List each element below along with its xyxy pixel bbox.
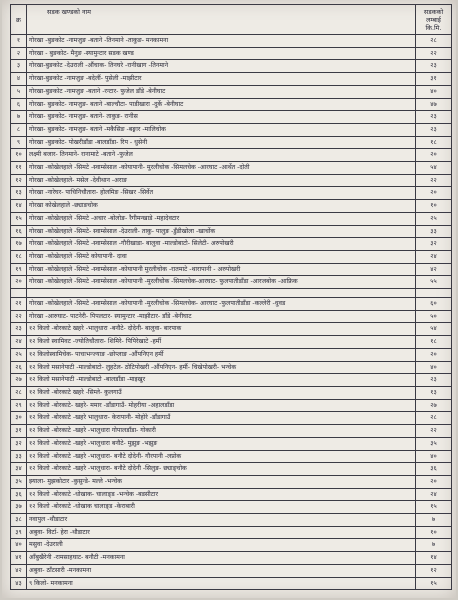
row-route-name: १२ किलो मसानेपाटी -माल्डोबाटो -बालडाँडा -माइखुर: [27, 374, 416, 387]
table-row: [11, 526, 452, 539]
row-route-name: मसुवा -देउराली: [27, 539, 416, 552]
row-length: २८: [416, 35, 452, 48]
table-row: [11, 298, 452, 311]
row-number: ३७: [11, 501, 27, 514]
table-row: [11, 501, 452, 514]
row-number: ६: [11, 98, 27, 111]
row-length: [416, 289, 452, 298]
row-length: १८: [416, 136, 452, 149]
row-number: १: [11, 35, 27, 48]
row-number: ३१: [11, 425, 27, 438]
table-row: [11, 323, 452, 336]
row-length: २२: [416, 47, 452, 60]
row-number: ८: [11, 123, 27, 136]
row-route-name: १२ किलो -बोरकाटे -खहरे भालुधारा- केरापानी- मोहोरे -डाँडागाउँ: [27, 412, 416, 425]
row-route-name: झ्याला- मुझकोटार -कुसुन्डे- मल्ले -भन्चेक: [27, 475, 416, 488]
table-row: [11, 149, 452, 162]
table-row: [11, 276, 452, 289]
row-length: ५४: [416, 323, 452, 336]
row-route-name: १२ किलो -बोरकाटे -धोखाक चालाङ्ड -केराबारी: [27, 501, 416, 514]
row-number: ४: [11, 73, 27, 86]
table-row: [11, 348, 452, 361]
row-number: १५: [11, 212, 27, 225]
table-row: [11, 336, 452, 349]
table-row: [11, 200, 452, 213]
row-length: २२: [416, 174, 452, 187]
table-row: [11, 577, 452, 590]
row-number: ११: [11, 162, 27, 175]
row-length: १०: [416, 526, 452, 539]
row-length: २०: [416, 475, 452, 488]
row-number: १६: [11, 225, 27, 238]
row-number: [11, 289, 27, 298]
row-length: १५: [416, 577, 452, 590]
row-number: ३०: [11, 412, 27, 425]
row-route-name: गोरखा कोखेलहाले -छ्याङचोक: [27, 200, 416, 213]
row-length: ५५: [416, 276, 452, 289]
table-row: [11, 552, 452, 565]
row-length: २४: [416, 488, 452, 501]
row-route-name: गोरखा -आरुघाट- पाटनेरी- पिपलटार- स्यामुन्टार -माझीटार- डाँडे -बेनीघाट: [27, 310, 416, 323]
row-route-name: अबुवा- ठाँटसारी -मनकामना: [27, 564, 416, 577]
row-length: २७: [416, 399, 452, 412]
table-row: [11, 174, 452, 187]
row-number: ३३: [11, 450, 27, 463]
row-route-name: गोरखा -कोखेलहाले -सिमटे -स्वाम्सेसाल -कोयापानी -मुरलीचोक -सिमलचेक-आरघाट- फुलपातीडाँडा -आरजबोक -आफ्रिक: [27, 276, 416, 289]
table-row: [11, 412, 452, 425]
row-length: ३५: [416, 437, 452, 450]
row-length: २०: [416, 348, 452, 361]
row-route-name: १२ किलो -बोरकाटे -खहरे -भालुधारा- बनौटे दोदेनी- गौरपानी -लप्रोक: [27, 450, 416, 463]
row-length: ४२: [416, 263, 452, 276]
table-row: [11, 98, 452, 111]
table-row: [11, 47, 452, 60]
row-number: २७: [11, 374, 27, 387]
row-length: २५: [416, 212, 452, 225]
row-route-name: गोरखा -बुङकोट- पोखरीडाँडा -बालडाँडा- रिप - धुसेनी: [27, 136, 416, 149]
row-number: २६: [11, 361, 27, 374]
row-number: २१: [11, 298, 27, 311]
table-row: [11, 212, 452, 225]
row-number: ३९: [11, 526, 27, 539]
row-length: ४०: [416, 450, 452, 463]
row-number: १३: [11, 187, 27, 200]
header-length: सडकको लम्बाई कि.मि.: [416, 5, 452, 35]
row-route-name: गोरखा- बुङकोट- नामजुङ- बताने- ताकुङ- रानीस: [27, 111, 416, 124]
row-length: ३१: [416, 73, 452, 86]
row-route-name: १२ किलो -बोरकाटे खहरे -भालुधारा -बनौटे- दोदेनी- बालुवा- बारपाक: [27, 323, 416, 336]
table-row: [11, 123, 452, 136]
row-length: १२: [416, 564, 452, 577]
table-row: [11, 238, 452, 251]
table-row: [11, 437, 452, 450]
row-route-name: आँबुखैरेनी -रामसाहघाट- बनौटी -मनकामना: [27, 552, 416, 565]
row-route-name: १२ किलो -बोरकाटे- खहरे- ममार -डाँडागाउँ- मोहरीया -अहालडाँडा: [27, 399, 416, 412]
row-route-name: गोरखा -कोखेलहाले -सिमटे -अचार -बोलोङ- रैगीमन्खाडे -महादेवटार: [27, 212, 416, 225]
row-route-name: गोरखा -कोखेलहाले -सिमटे -स्वाम्सेसाल -कोयापानी- मुरलीचोक -सिमलचेक -आरघाट -आर्थेत -दोती: [27, 162, 416, 175]
row-number: २०: [11, 276, 27, 289]
row-route-name: गोरखा-बुङकोट -नामजुङ -बताने -रन्टार- फुजेल डाँडे -बेनीघाट: [27, 85, 416, 98]
row-number: २५: [11, 348, 27, 361]
row-route-name: गोरखा -कोखेलहाले- मसेल -देवीथान -अराङ: [27, 174, 416, 187]
row-length: २३: [416, 374, 452, 387]
table-row: [11, 289, 452, 298]
row-route-name: १२ किलो -बोरकाटे खहरे -सिम्ले- कुलगाउँ: [27, 386, 416, 399]
row-number: २९: [11, 399, 27, 412]
row-number: १०: [11, 149, 27, 162]
row-route-name: गोरखा -कोखेलहाले -सिमटे -स्वाम्सेसाल -गौरीखाडा- बालुवा -माल्डोबाटो- सिलेटी- अरुपोखरी: [27, 238, 416, 251]
road-segment-table: [10, 4, 452, 590]
row-number: ९: [11, 136, 27, 149]
row-route-name: गोरखा- बुङकोट- नामजुङ- बताने -मकैसिङ -बङ्गार -मालिचोक: [27, 123, 416, 136]
row-length: २४: [416, 250, 452, 263]
row-number: ४३: [11, 577, 27, 590]
table-row: [11, 564, 452, 577]
row-number: ३८: [11, 514, 27, 527]
row-number: ५: [11, 85, 27, 98]
row-route-name: १२ किलो -बोरकाटे -खहरे -भालुधारा गोपालडाँडा- गोकारी: [27, 425, 416, 438]
row-route-name: १२ किलोस्वामिचेक- पाचाभन्ज्याङ -छोप्लाङ -औंपनिएन हर्मी: [27, 348, 416, 361]
table-row: [11, 514, 452, 527]
table-row: [11, 60, 452, 73]
table-row: [11, 73, 452, 86]
row-route-name: नवापुल -थौडाटार: [27, 514, 416, 527]
row-number: २२: [11, 310, 27, 323]
row-length: २०: [416, 187, 452, 200]
row-number: २४: [11, 336, 27, 349]
table-row: [11, 250, 452, 263]
row-length: ३६: [416, 463, 452, 476]
table-body: [11, 35, 452, 590]
row-route-name: १२ किलो -बोरकाटे -खहरे -भालुधारा बनौटे- मुझुङ -भझुङ: [27, 437, 416, 450]
row-length: २३: [416, 123, 452, 136]
row-length: २८: [416, 412, 452, 425]
row-route-name: अबुवा- विर्टा- हेरा -थौडाटार: [27, 526, 416, 539]
row-number: १८: [11, 250, 27, 263]
row-length: १०: [416, 200, 452, 213]
table-row: [11, 386, 452, 399]
row-route-name: १२ किलो -बोरकाटे -धोखाक- चालाङ्ड -भन्चेक -बडसीटार: [27, 488, 416, 501]
row-length: २२: [416, 425, 452, 438]
table-row: [11, 136, 452, 149]
row-route-name: गोरखा -कोखेलहाले -सिमटे -स्वाम्सेसाल -कोयापानी -मुरलीचोक -सिमलचेक- आरघाट -फुलपातीडाँडा -कल्लेरी -धुवड: [27, 298, 416, 311]
row-route-name: गोरखा -कोखेलहाले -सिमटे- स्वाम्सेसाल -देउराली- ताकु- पालुङ -डुँडीखोला -खार्चोक: [27, 225, 416, 238]
row-number: १४: [11, 200, 27, 213]
table-row: [11, 225, 452, 238]
document-page: [2, 0, 456, 598]
row-number: २: [11, 47, 27, 60]
row-route-name: गोरखा -कोखेलहाले -सिमटे कोयापानी- दावा: [27, 250, 416, 263]
row-number: ४०: [11, 539, 27, 552]
table-row: [11, 187, 452, 200]
row-route-name: [27, 289, 416, 298]
row-length: ३३: [416, 225, 452, 238]
row-number: २३: [11, 323, 27, 336]
row-route-name: गोरखा -नारेघर- पाचिनिचौतारा- होलमिङ -सिखर -सिर्वेत: [27, 187, 416, 200]
table-row: [11, 399, 452, 412]
table-row: [11, 463, 452, 476]
table-row: [11, 425, 452, 438]
row-length: १४: [416, 552, 452, 565]
row-length: ४०: [416, 85, 452, 98]
table-row: [11, 539, 452, 552]
row-number: ३: [11, 60, 27, 73]
row-route-name: १२ किलो स्वामिवट -ज्योतिचौतारा- शिमिरे- पिपिरेखाटे -हर्मी: [27, 336, 416, 349]
row-number: ४२: [11, 564, 27, 577]
row-number: ७: [11, 111, 27, 124]
row-length: ७: [416, 514, 452, 527]
row-number: १७: [11, 238, 27, 251]
row-length: ४०: [416, 361, 452, 374]
table-row: [11, 475, 452, 488]
row-length: ५४: [416, 162, 452, 175]
row-number: १९: [11, 263, 27, 276]
row-number: ३५: [11, 475, 27, 488]
row-number: ४१: [11, 552, 27, 565]
row-length: २०: [416, 149, 452, 162]
table-row: [11, 35, 452, 48]
row-length: ६०: [416, 298, 452, 311]
row-length: १५: [416, 501, 452, 514]
row-route-name: लक्ष्मी बजार- तिनमाने- रानामाटे -बताने -फुजेल: [27, 149, 416, 162]
row-number: ३६: [11, 488, 27, 501]
row-length: ७: [416, 539, 452, 552]
row-number: ३४: [11, 463, 27, 476]
table-row: [11, 310, 452, 323]
table-row: [11, 111, 452, 124]
row-route-name: गोरखा -बुङकोट -नामजुङ -बताने -तिनमाने -ताकुङ- मनकामना: [27, 35, 416, 48]
row-route-name: गोरखा- बुङकोट- नामजुङ- बताने -बाल्चौटा- पाडीखारा -दुर्के -बेनीघाट: [27, 98, 416, 111]
row-length: ४७: [416, 98, 452, 111]
row-route-name: गोरखा -कोखेलहाले -सिमटे -स्वाम्सेसाल -कोयापानी मुरलीचोक -रातमाटे -थारापानी - अरुपोखरी: [27, 263, 416, 276]
row-route-name: ९ किलो- मनकामना: [27, 577, 416, 590]
row-length: २३: [416, 60, 452, 73]
header-route-name: सडक खण्डको नाम: [27, 5, 416, 35]
header-number: क्र: [11, 5, 27, 35]
row-length: ५०: [416, 310, 452, 323]
row-number: ३२: [11, 437, 27, 450]
row-number: २८: [11, 386, 27, 399]
row-route-name: १२ किलो -बोरकाटे -खहरे -भालुधारा- बनौटे दोदेनी -सिलुङ- छ्याङ्चोक: [27, 463, 416, 476]
row-length: १८: [416, 336, 452, 349]
table-row: [11, 374, 452, 387]
row-route-name: गोरखा-बुङकोट -नामजुङ -बदेलीं- पुसेली -माझीटार: [27, 73, 416, 86]
row-length: १३: [416, 386, 452, 399]
table-row: [11, 361, 452, 374]
table-row: [11, 85, 452, 98]
table-row: [11, 488, 452, 501]
table-row: [11, 450, 452, 463]
row-route-name: गोरखा - बुङकोट- मैनुङ -स्यामुन्टार सडक खण्ड: [27, 47, 416, 60]
row-number: १२: [11, 174, 27, 187]
row-route-name: १२ किलो मसानेपाटी -माल्डोबाटो- लुहटेल- ठोटिपोखरी -औंपनिएन- हर्मी- चिखेपोखरी- भन्चेक: [27, 361, 416, 374]
row-route-name: गोरखा-बुङकोट -देउराली -औंचाक- तिनघरे -रानीखाग -तिनमाने: [27, 60, 416, 73]
row-length: २३: [416, 111, 452, 124]
table-row: [11, 263, 452, 276]
row-length: ३२: [416, 238, 452, 251]
table-header-row: [11, 5, 452, 35]
table-row: [11, 162, 452, 175]
